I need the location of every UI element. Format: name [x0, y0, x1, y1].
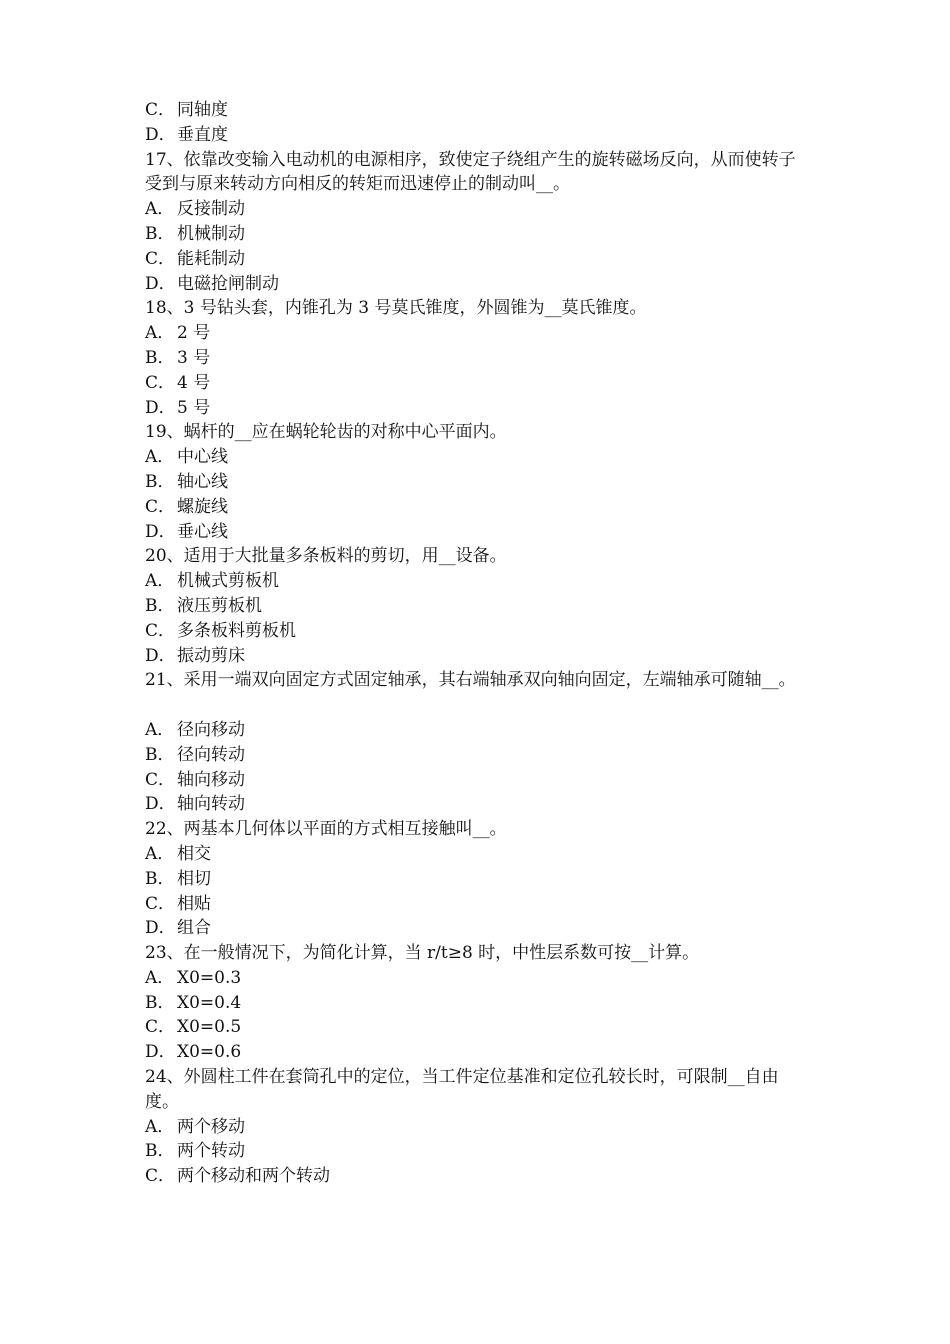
option-letter: D． [145, 273, 176, 294]
option-letter: C． [145, 1017, 176, 1038]
answer-option [145, 644, 810, 669]
answer-option [145, 743, 810, 768]
answer-option [145, 346, 810, 371]
answer-option [145, 520, 810, 545]
option-letter: C． [145, 893, 176, 914]
option-letter: B． [145, 868, 175, 889]
question-text: 17、依靠改变输入电动机的电源相序，致使定子绕组产生的旋转磁场反向，从而使转子受到与原来转动方向相反的转矩而迅速停止的制动叫__。 [145, 149, 796, 195]
option-text: 组合 [177, 918, 211, 939]
answer-option [145, 892, 810, 917]
option-text: X0=0.4 [177, 992, 242, 1013]
option-text: 轴心线 [177, 471, 228, 492]
option-text: 垂心线 [177, 521, 228, 542]
option-letter: A． [145, 447, 175, 468]
option-letter: A． [145, 1116, 175, 1137]
answer-option [145, 445, 810, 470]
option-text: 反接制动 [177, 199, 245, 220]
option-letter: B． [145, 347, 175, 368]
option-text: 4 号 [177, 372, 211, 393]
option-text: 能耗制动 [177, 248, 245, 269]
answer-option [145, 991, 810, 1016]
option-text: 相切 [177, 868, 211, 889]
option-letter: C． [145, 769, 176, 790]
option-letter: A． [145, 571, 175, 592]
option-letter: C． [145, 620, 176, 641]
answer-option [145, 222, 810, 247]
option-text: 两个移动 [177, 1116, 245, 1137]
answer-option [145, 619, 810, 644]
answer-option [145, 594, 810, 619]
question-text: 22、两基本几何体以平面的方式相互接触叫__。 [145, 819, 507, 840]
option-text: X0=0.5 [177, 1017, 242, 1038]
answer-option [145, 495, 810, 520]
answer-option [145, 966, 810, 991]
document-body [145, 98, 810, 1189]
answer-option [145, 1015, 810, 1040]
option-letter: D． [145, 918, 176, 939]
answer-option [145, 272, 810, 297]
option-text: 3 号 [177, 347, 211, 368]
question-text: 21、采用一端双向固定方式固定轴承，其右端轴承双向轴向固定，左端轴承可随轴__。 [145, 670, 796, 691]
option-letter: B． [145, 471, 175, 492]
option-text: 相贴 [177, 893, 211, 914]
option-letter: B． [145, 223, 175, 244]
option-text: 相交 [177, 843, 211, 864]
answer-option [145, 371, 810, 396]
option-text: 径向转动 [177, 744, 245, 765]
answer-option [145, 470, 810, 495]
option-text: 5 号 [177, 397, 211, 418]
option-letter: C． [145, 1166, 176, 1187]
option-text: 电磁抢闸制动 [177, 273, 279, 294]
question-text: 23、在一般情况下，为简化计算，当 r/t≥8 时，中性层系数可按__计算。 [145, 943, 700, 964]
option-letter: D． [145, 794, 176, 815]
question-text: 19、蜗杆的__应在蜗轮轮齿的对称中心平面内。 [145, 422, 507, 443]
option-letter: A． [145, 843, 175, 864]
option-text: 中心线 [177, 447, 228, 468]
option-text: 2 号 [177, 323, 211, 344]
answer-option [145, 1139, 810, 1164]
option-letter: B． [145, 744, 175, 765]
answer-option [145, 1115, 810, 1140]
answer-option [145, 197, 810, 222]
option-letter: C． [145, 100, 176, 120]
answer-option [145, 842, 810, 867]
option-letter: C． [145, 372, 176, 393]
option-letter: A． [145, 967, 175, 988]
answer-option [145, 396, 810, 421]
option-letter: B． [145, 992, 175, 1013]
question-text: 20、适用于大批量多条板料的剪切，用__设备。 [145, 546, 507, 567]
question-text: 24、外圆柱工件在套筒孔中的定位，当工件定位基准和定位孔较长时，可限制__自由度。 [145, 1067, 779, 1112]
option-text: 振动剪床 [177, 645, 245, 666]
option-text: 轴向转动 [177, 794, 245, 815]
option-letter: B． [145, 1141, 175, 1162]
answer-option [145, 792, 810, 817]
answer-option [145, 867, 810, 892]
answer-option [145, 321, 810, 346]
option-letter: C． [145, 496, 176, 517]
option-letter: B． [145, 595, 175, 616]
option-text: 多条板料剪板机 [177, 620, 296, 641]
answer-option [145, 768, 810, 793]
answer-option [145, 98, 810, 123]
option-text: 机械制动 [177, 223, 245, 244]
answer-option [145, 569, 810, 594]
option-letter: D． [145, 124, 176, 145]
answer-option [145, 1040, 810, 1065]
option-text: 轴向移动 [177, 769, 245, 790]
option-text: 同轴度 [177, 100, 228, 120]
option-text: 径向移动 [177, 719, 245, 740]
option-text: 机械式剪板机 [177, 571, 279, 592]
option-letter: A． [145, 323, 175, 344]
option-text: 液压剪板机 [177, 595, 262, 616]
option-text: 两个移动和两个转动 [177, 1166, 330, 1187]
option-text: 螺旋线 [177, 496, 228, 517]
option-letter: A． [145, 719, 175, 740]
answer-option [145, 1164, 810, 1189]
option-letter: D． [145, 397, 176, 418]
option-text: X0=0.6 [177, 1042, 242, 1063]
option-letter: C． [145, 248, 176, 269]
question-text: 18、3 号钻头套，内锥孔为 3 号莫氏锥度，外圆锥为__莫氏锥度。 [145, 298, 647, 319]
option-letter: D． [145, 521, 176, 542]
option-text: 两个转动 [177, 1141, 245, 1162]
option-letter: D． [145, 645, 176, 666]
answer-option [145, 718, 810, 743]
option-text: X0=0.3 [177, 967, 242, 988]
option-letter: D． [145, 1042, 176, 1063]
answer-option [145, 123, 810, 148]
option-letter: A． [145, 199, 175, 220]
option-text: 垂直度 [177, 124, 228, 145]
answer-option [145, 247, 810, 272]
answer-option [145, 916, 810, 941]
